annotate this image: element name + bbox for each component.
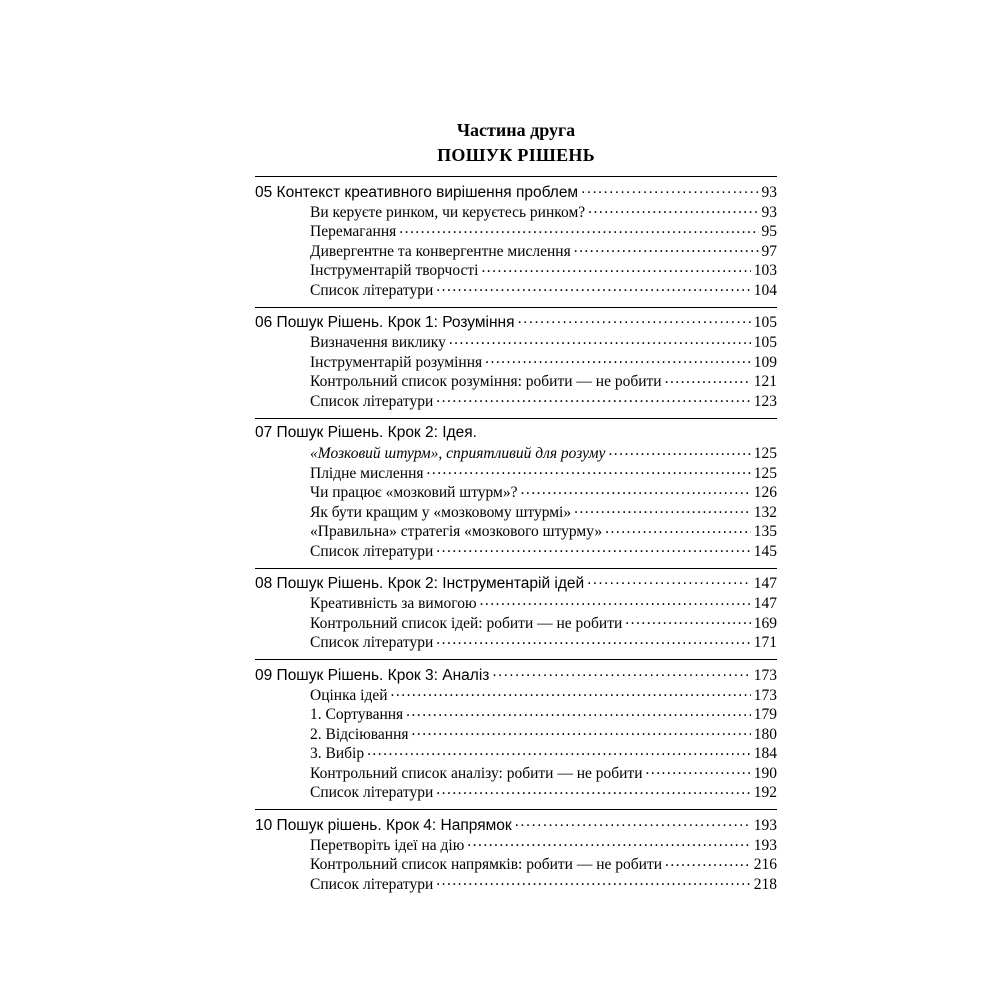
- section-page-number: 192: [753, 784, 777, 801]
- chapter-entry[interactable]: [255, 814, 777, 834]
- section-page-number: 173: [753, 686, 777, 704]
- chapter-page-number: 193: [753, 816, 777, 834]
- dot-leader: [406, 704, 751, 720]
- section-page-number: 184: [753, 745, 777, 762]
- dot-leader: [436, 873, 750, 889]
- dot-leader: [467, 834, 750, 850]
- chapter-entry[interactable]: [255, 423, 777, 443]
- dot-leader: [480, 593, 751, 609]
- chapter-block: [255, 418, 777, 560]
- dot-leader: [481, 260, 750, 276]
- dot-leader: [436, 390, 750, 406]
- dot-leader: [427, 462, 751, 478]
- section-page-number: 121: [753, 373, 777, 390]
- section-title: Список літератури: [310, 281, 434, 299]
- section-title: 3. Вибір: [310, 745, 365, 762]
- section-page-number: 97: [761, 242, 777, 260]
- section-entry[interactable]: [255, 390, 777, 410]
- section-title: Оцінка ідей: [310, 686, 388, 704]
- chapter-page-number: 93: [761, 183, 777, 201]
- dot-leader: [574, 501, 751, 517]
- section-entry[interactable]: [255, 371, 777, 391]
- dot-leader: [665, 371, 751, 387]
- chapter-page-number: 147: [753, 575, 777, 592]
- chapter-list: [255, 176, 777, 893]
- dot-leader: [449, 332, 751, 348]
- section-entry[interactable]: [255, 443, 777, 463]
- section-entry[interactable]: [255, 873, 777, 893]
- section-entry[interactable]: [255, 351, 777, 371]
- dot-leader: [367, 743, 751, 759]
- section-entry[interactable]: [255, 240, 777, 260]
- section-entry[interactable]: [255, 221, 777, 241]
- chapter-entry[interactable]: [255, 312, 777, 332]
- dot-leader: [517, 312, 750, 328]
- chapter-title: 09 Пошук Рішень. Крок 3: Аналіз: [255, 666, 490, 684]
- section-page-number: 126: [753, 484, 777, 501]
- chapter-title: 10 Пошук рішень. Крок 4: Напрямок: [255, 816, 512, 834]
- section-entry[interactable]: [255, 704, 777, 724]
- section-title: Список літератури: [310, 392, 434, 410]
- section-entry[interactable]: [255, 260, 777, 280]
- section-entry[interactable]: [255, 743, 777, 763]
- part-heading: [255, 118, 777, 168]
- section-entry[interactable]: [255, 201, 777, 221]
- section-page-number: 135: [753, 523, 777, 540]
- dot-leader: [574, 240, 759, 256]
- dot-leader: [588, 201, 758, 217]
- section-entry[interactable]: [255, 684, 777, 704]
- section-title: Чи працює «мозковий штурм»?: [310, 484, 518, 501]
- section-entry[interactable]: [255, 593, 777, 613]
- section-title: Контрольний список аналізу: робити — не робити: [310, 764, 643, 782]
- section-title: Креативність за вимогою: [310, 595, 477, 612]
- section-page-number: 190: [753, 764, 777, 782]
- chapter-entry[interactable]: [255, 664, 777, 684]
- section-entry[interactable]: [255, 482, 777, 502]
- chapter-page-number: 105: [753, 314, 777, 331]
- section-title: Перетворіть ідеї на дію: [310, 836, 465, 854]
- section-title: «Мозковий штурм», сприятливий для розуму: [310, 445, 606, 462]
- chapter-block: [255, 659, 777, 801]
- section-title: Список літератури: [310, 634, 434, 651]
- dot-leader: [515, 814, 751, 830]
- section-page-number: 123: [753, 392, 777, 410]
- chapter-block: [255, 809, 777, 893]
- section-title: Контрольний список ідей: робити — не робити: [310, 614, 623, 632]
- section-page-number: 179: [753, 706, 777, 723]
- dot-leader: [605, 521, 751, 537]
- part-label: Частина друга: [456, 120, 576, 140]
- section-page-number: 180: [753, 725, 777, 743]
- dot-leader: [399, 221, 758, 237]
- part-title: ПОШУК РІШЕНЬ: [437, 145, 595, 165]
- section-title: Контрольний список розуміння: робити — не робити: [310, 373, 662, 390]
- section-page-number: 93: [761, 203, 777, 221]
- dot-leader: [391, 684, 751, 700]
- section-title: Визначення виклику: [310, 334, 446, 351]
- dot-leader: [625, 612, 750, 628]
- section-page-number: 109: [753, 353, 777, 371]
- chapter-entry[interactable]: [255, 181, 777, 201]
- chapter-block: [255, 568, 777, 652]
- section-entry[interactable]: [255, 762, 777, 782]
- section-entry[interactable]: [255, 782, 777, 802]
- section-entry[interactable]: [255, 854, 777, 874]
- section-entry[interactable]: [255, 501, 777, 521]
- section-title: «Правильна» стратегія «мозкового штурму»: [310, 523, 603, 540]
- section-page-number: 193: [753, 836, 777, 854]
- section-page-number: 216: [753, 856, 777, 873]
- chapter-title: 05 Контекст креативного вирішення проблем: [255, 183, 579, 201]
- section-title: Дивергентне та конвергентне мислення: [310, 242, 571, 260]
- section-entry[interactable]: [255, 834, 777, 854]
- section-page-number: 132: [753, 503, 777, 521]
- section-page-number: 147: [753, 595, 777, 612]
- table-of-contents-page: [255, 118, 777, 901]
- dot-leader: [581, 181, 758, 197]
- section-page-number: 125: [753, 445, 777, 462]
- dot-leader: [608, 443, 750, 459]
- section-entry[interactable]: [255, 279, 777, 299]
- dot-leader: [587, 573, 751, 589]
- section-page-number: 171: [753, 634, 777, 651]
- section-page-number: 103: [753, 262, 777, 279]
- dot-leader: [492, 664, 750, 680]
- section-entry[interactable]: [255, 332, 777, 352]
- section-entry[interactable]: [255, 632, 777, 652]
- section-title: Інструментарій розуміння: [310, 353, 483, 371]
- section-page-number: 125: [753, 464, 777, 482]
- dot-leader: [436, 632, 750, 648]
- dot-leader: [646, 762, 751, 778]
- chapter-title: 06 Пошук Рішень. Крок 1: Розуміння: [255, 314, 515, 331]
- dot-leader: [485, 351, 751, 367]
- section-page-number: 145: [753, 542, 777, 560]
- section-title: Список літератури: [310, 542, 434, 560]
- chapter-block: [255, 307, 777, 410]
- dot-leader: [436, 540, 750, 556]
- section-page-number: 218: [753, 875, 777, 893]
- section-title: 1. Сортування: [310, 706, 404, 723]
- section-entry[interactable]: [255, 540, 777, 560]
- section-entry[interactable]: [255, 462, 777, 482]
- chapter-page-number: 173: [753, 666, 777, 684]
- dot-leader: [665, 854, 751, 870]
- section-title: Список літератури: [310, 875, 434, 893]
- section-title: Перемагання: [310, 223, 397, 240]
- section-title: Інструментарій творчості: [310, 262, 479, 279]
- section-entry[interactable]: [255, 723, 777, 743]
- section-title: Ви керуєте ринком, чи керуєтесь ринком?: [310, 203, 586, 221]
- section-page-number: 105: [753, 334, 777, 351]
- chapter-title: 08 Пошук Рішень. Крок 2: Інструментарій ідей: [255, 575, 585, 592]
- section-entry[interactable]: [255, 612, 777, 632]
- section-title: Список літератури: [310, 784, 434, 801]
- chapter-block: [255, 176, 777, 299]
- chapter-entry[interactable]: [255, 573, 777, 593]
- dot-leader: [412, 723, 751, 739]
- dot-leader: [521, 482, 751, 498]
- dot-leader: [436, 782, 750, 798]
- section-title: 2. Відсіювання: [310, 725, 409, 743]
- section-title: Контрольний список напрямків: робити — не робити: [310, 856, 663, 873]
- section-page-number: 95: [761, 223, 777, 240]
- section-page-number: 104: [753, 281, 777, 299]
- section-title: Як бути кращим у «мозковому штурмі»: [310, 503, 572, 521]
- section-page-number: 169: [753, 614, 777, 632]
- dot-leader: [436, 279, 750, 295]
- section-title: Плідне мислення: [310, 464, 424, 482]
- section-entry[interactable]: [255, 521, 777, 541]
- chapter-title: 07 Пошук Рішень. Крок 2: Ідея.: [255, 423, 477, 441]
